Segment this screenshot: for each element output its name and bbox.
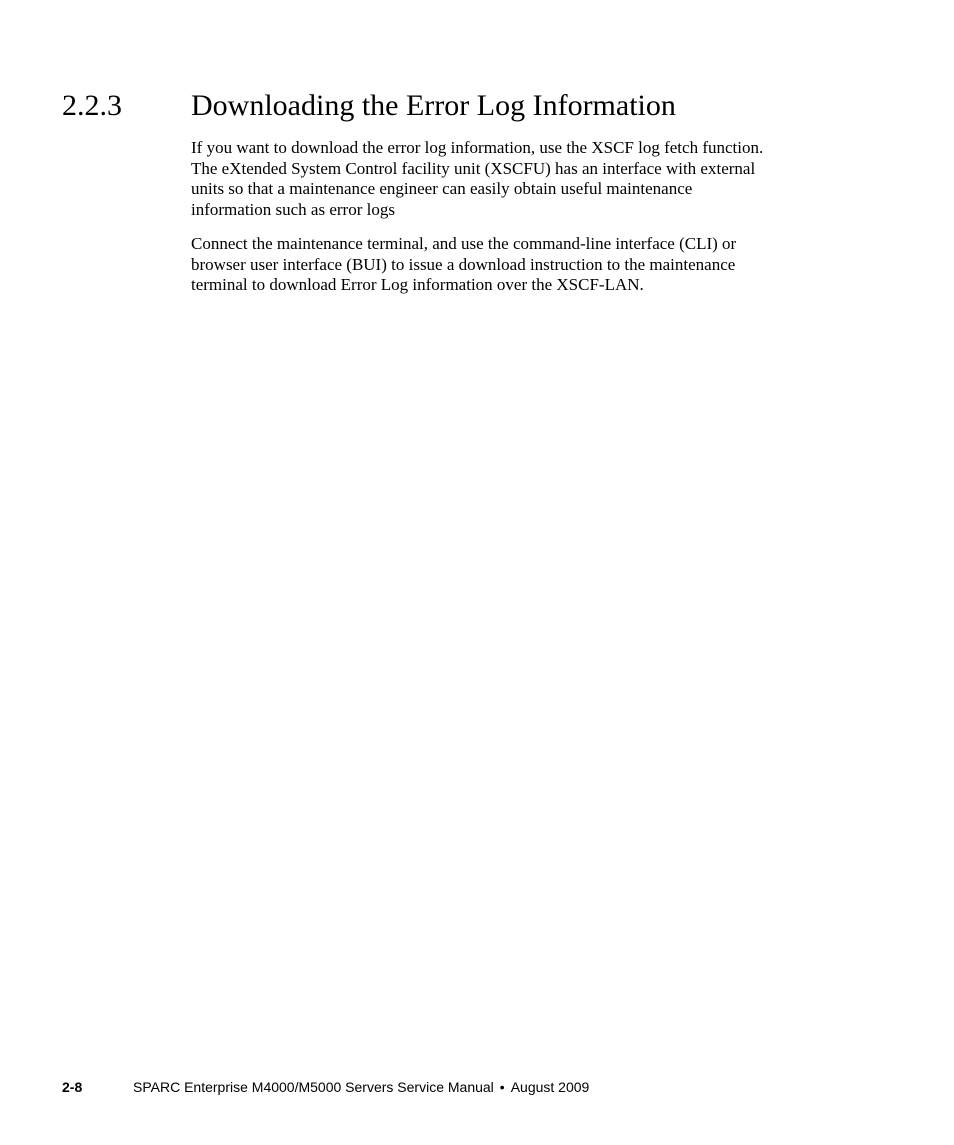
- paragraph-line: The eXtended System Control facility unit (XSCFU) has an interface with external: [191, 158, 756, 178]
- section-number: 2.2.3: [62, 89, 122, 122]
- paragraph-line: information such as error logs: [191, 199, 395, 219]
- paragraph-line: terminal to download Error Log information over the XSCF-LAN.: [191, 275, 644, 294]
- section-heading: [62, 86, 922, 126]
- page-number: 2-8: [62, 1079, 83, 1095]
- footer-separator: •: [499, 1079, 505, 1095]
- paragraph-intro: [191, 138, 851, 220]
- paragraph-line: If you want to download the error log information, use the XSCF log fetch function.: [191, 138, 764, 157]
- paragraph-line: browser user interface (BUI) to issue a download instruction to the maintenance: [191, 254, 736, 274]
- paragraph-line: units so that a maintenance engineer can easily obtain useful maintenance: [191, 179, 693, 198]
- page-footer: [62, 1078, 922, 1096]
- paragraph-line: Connect the maintenance terminal, and use the command-line interface (CLI) or: [191, 234, 737, 253]
- footer-text: [133, 1078, 589, 1096]
- section-body: [191, 138, 851, 310]
- section-title: Downloading the Error Log Information: [191, 89, 676, 122]
- manual-title: SPARC Enterprise M4000/M5000 Servers Service Manual: [133, 1079, 494, 1095]
- paragraph-instructions: [191, 234, 851, 296]
- publication-date: August 2009: [510, 1079, 590, 1095]
